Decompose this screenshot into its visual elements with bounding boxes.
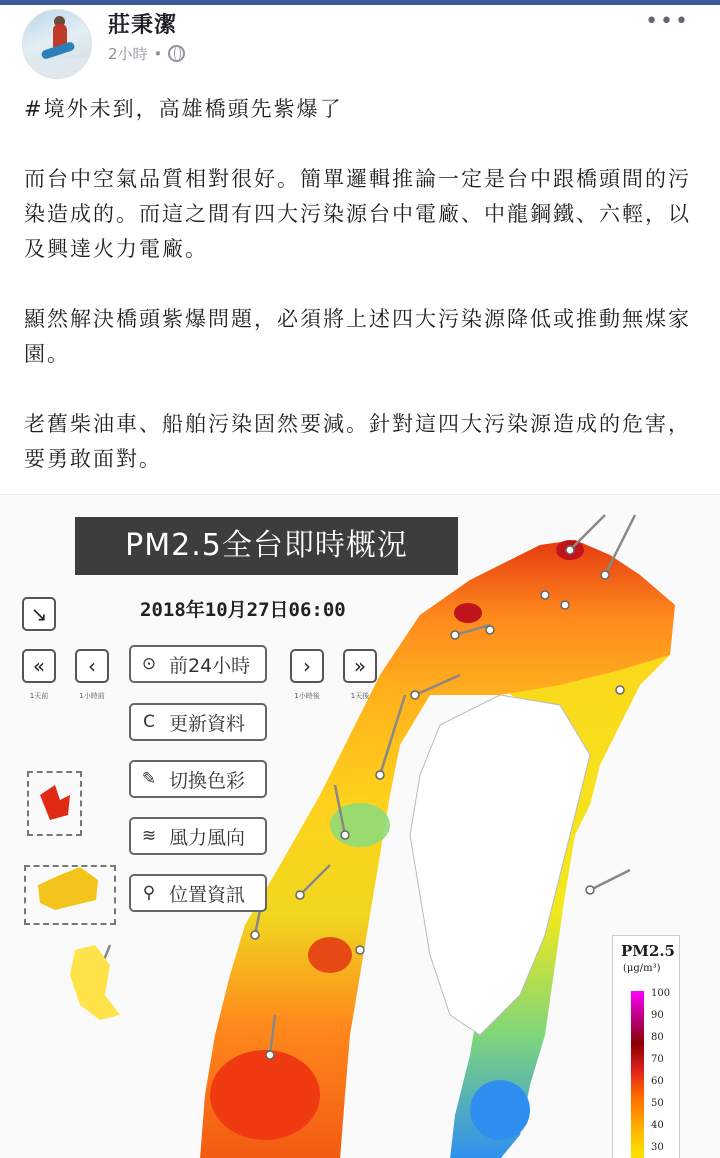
back-1-day-caption: 1天前 [29,692,49,700]
forward-1-hour-caption: 1小時後 [294,692,320,700]
map-mountain-area [410,695,590,1035]
kinmen-inset[interactable] [24,865,116,925]
post-image[interactable] [0,494,720,1158]
play-24h-label: 前24小時 [169,654,251,677]
switch-colors-label: 切換色彩 [169,769,246,792]
legend-unit: (μg/m³) [623,963,661,974]
legend-tick: 90 [651,1010,664,1021]
wind-direction-button[interactable] [129,817,267,855]
refresh-data-label: 更新資料 [169,712,246,735]
post-paragraph: 老舊柴油車、船舶污染固然要減。針對這四大污染源造成的危害，要勇敢面對。 [24,412,691,471]
post-paragraph: 顯然解決橋頭紫爆問題，必須將上述四大污染源降低或推動無煤家園。 [24,307,691,366]
location-info-button[interactable] [129,874,267,912]
forward-1-day-button[interactable]: » [343,649,377,683]
legend-tick: 100 [651,988,671,999]
play-circle-icon: ⊙ [141,654,157,674]
legend-tick: 70 [651,1054,664,1065]
play-24h-button[interactable] [129,645,267,683]
author-name[interactable]: 莊秉潔 [108,12,178,38]
post-header [0,5,720,75]
forward-1-hour-button[interactable]: › [290,649,324,683]
brush-icon: ✎ [141,769,157,789]
legend-tick: 60 [651,1076,664,1087]
post-body [24,92,696,512]
back-1-day-button[interactable]: « [22,649,56,683]
location-pin-icon: ⚲ [142,883,156,903]
collapse-button[interactable]: ↘ [22,597,56,631]
map-datetime: 2018年10月27日06:00 [140,599,346,621]
legend-tick: 80 [651,1032,664,1043]
globe-icon[interactable] [168,45,185,62]
wind-icon: ≋ [141,826,157,846]
more-options-icon[interactable]: ••• [645,9,690,34]
post-meta [108,43,185,64]
map-blue-area [470,1080,530,1140]
avatar[interactable] [22,9,92,79]
forward-1-day-caption: 1天後 [350,692,370,700]
matsu-inset[interactable] [27,771,82,836]
location-info-label: 位置資訊 [169,883,246,906]
back-1-hour-button[interactable]: ‹ [75,649,109,683]
map-hotspot [210,1050,320,1140]
map-hotspot [308,937,352,973]
back-1-hour-caption: 1小時前 [79,692,105,700]
map-penghu-islands [70,945,120,1020]
post-headline: #境外未到，高雄橋頭先紫爆了 [24,97,343,121]
refresh-data-button[interactable] [129,703,267,741]
post-time[interactable]: 2小時 [108,45,148,63]
legend-color-scale [631,991,644,1158]
legend-title: PM2.5 [621,942,675,960]
map-hotspot [454,603,482,623]
refresh-icon: C [143,712,155,732]
post-paragraph: 而台中空氣品質相對很好。簡單邏輯推論一定是台中跟橋頭間的污染造成的。而這之間有四大污染源台中電廠、中龍鋼鐵、六輕，以及興達火力電廠。 [24,167,691,261]
switch-colors-button[interactable] [129,760,267,798]
meta-separator: • [153,44,163,63]
legend-tick: 50 [651,1098,664,1109]
wind-direction-label: 風力風向 [169,826,246,849]
pm25-legend [612,935,680,1158]
map-title: PM2.5全台即時概況 [75,517,458,575]
legend-tick: 40 [651,1120,664,1131]
legend-tick: 30 [651,1142,664,1153]
